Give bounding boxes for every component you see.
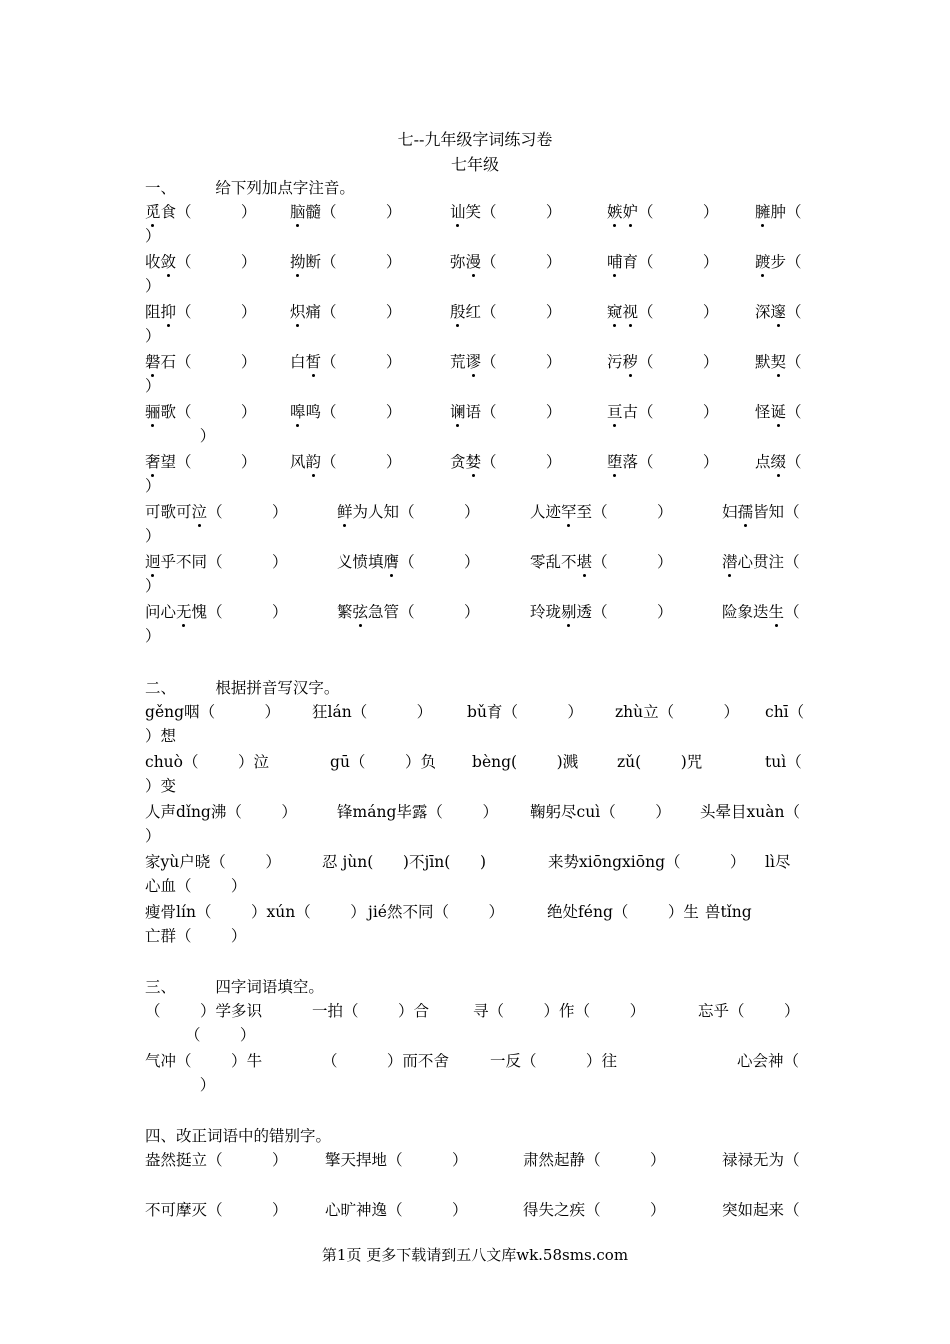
dotted-char: 契 xyxy=(771,350,787,374)
exercise-item: 亘古（ ） xyxy=(607,400,718,424)
exercise-item: 可歌可泣（ ） xyxy=(145,500,287,524)
exercise-item: 兽tǐng xyxy=(705,903,752,921)
section-heading-s2: 二、 根据拼音写汉字。 xyxy=(145,679,340,697)
exercise-item: 觅食（ ） xyxy=(145,200,256,224)
exercise-item: 不可摩灭（ ） xyxy=(145,1201,288,1219)
row-continuation: 亡群（ ） xyxy=(145,927,247,945)
exercise-row xyxy=(145,200,810,250)
exercise-item: 窥视（ ） xyxy=(607,300,718,324)
dotted-char: 抑 xyxy=(161,300,177,324)
row-continuation: ） xyxy=(145,377,161,395)
exercise-item: zǔ( )咒 xyxy=(617,753,703,771)
exercise-row xyxy=(145,1148,810,1198)
row-continuation: ） xyxy=(145,477,161,495)
dotted-char: 诞 xyxy=(771,400,787,424)
dotted-char: 剔 xyxy=(561,600,577,624)
exercise-item: 玲珑剔透（ ） xyxy=(530,600,672,624)
exercise-item: 白皙（ ） xyxy=(290,350,401,374)
exercise-item: 嗥鸣（ ） xyxy=(290,400,401,424)
exercise-item: 家yù户晓（ ） xyxy=(145,853,281,871)
exercise-item: 狂lán（ ） xyxy=(312,703,433,721)
exercise-item: bèng( )溅 xyxy=(472,753,579,771)
exercise-item: 肃然起静（ ） xyxy=(523,1151,666,1169)
row-continuation: ）变 xyxy=(145,777,177,795)
exercise-item: 潜心贯注（ xyxy=(722,550,800,574)
exercise-item: 堕落（ ） xyxy=(607,450,718,474)
dotted-char: 殷 xyxy=(450,300,466,324)
exercise-item: 一拍（ ）合 xyxy=(312,1002,430,1020)
exercise-item: bǔ育（ ） xyxy=(467,703,583,721)
dotted-char: 讪 xyxy=(450,200,466,224)
exercise-row xyxy=(145,300,810,350)
exercise-item: 拗断（ ） xyxy=(290,250,401,274)
exercise-item: 谰语（ ） xyxy=(450,400,561,424)
exercise-item: 点缀（ xyxy=(755,450,802,474)
exercise-item: 阻抑（ ） xyxy=(145,300,256,324)
dotted-char: 炽 xyxy=(290,300,306,324)
row-continuation: ） xyxy=(145,627,161,645)
exercise-item: 忘乎（ ） xyxy=(698,1002,800,1020)
dotted-char: 缀 xyxy=(771,450,787,474)
exercise-item: tuì（ xyxy=(765,753,802,771)
exercise-row xyxy=(145,600,810,650)
exercise-item: 嫉妒（ ） xyxy=(607,200,718,224)
row-continuation: （ ） xyxy=(185,1026,256,1044)
row-continuation: ） xyxy=(145,327,161,345)
dotted-char: 迥 xyxy=(145,550,161,574)
exercise-row xyxy=(145,350,810,400)
exercise-item: 踱步（ xyxy=(755,250,802,274)
exercise-item: 迥乎不同（ ） xyxy=(145,550,287,574)
dotted-char: 骊 xyxy=(145,400,161,424)
exercise-row xyxy=(145,450,810,500)
dotted-char: 踱 xyxy=(755,250,771,274)
exercise-item: 人迹罕至（ ） xyxy=(530,500,672,524)
row-continuation: ） xyxy=(145,527,161,545)
row-continuation: 心血（ ） xyxy=(145,877,247,895)
exercise-item: 骊歌（ ） xyxy=(145,400,256,424)
dotted-char: 臃 xyxy=(755,200,771,224)
dotted-char: 漫 xyxy=(466,250,482,274)
page-title: 七--九年级字词练习卷 xyxy=(397,130,553,149)
exercise-item: lì尽 xyxy=(765,853,791,871)
row-continuation: ） xyxy=(180,427,216,445)
section-heading-s3: 三、 四字词语填空。 xyxy=(145,978,324,996)
exercise-item: 磐石（ ） xyxy=(145,350,256,374)
exercise-row xyxy=(145,250,810,300)
exercise-item: 盎然挺立（ ） xyxy=(145,1151,288,1169)
exercise-row xyxy=(145,1049,810,1099)
dotted-char: 孺 xyxy=(738,500,754,524)
exercise-item: 来势xiōngxiōng（ ） xyxy=(548,853,746,871)
section-heading-s4: 四、改正词语中的错别字。 xyxy=(145,1127,332,1145)
exercise-item: 零乱不堪（ ） xyxy=(530,550,672,574)
exercise-row xyxy=(145,500,810,550)
dotted-char: 窥 xyxy=(607,300,623,324)
exercise-item: gū（ ）负 xyxy=(330,753,436,771)
grade-subtitle: 七年级 xyxy=(450,155,499,174)
exercise-row xyxy=(145,800,810,850)
exercise-item: 人声dǐng沸（ ） xyxy=(145,803,297,821)
exercise-item: 收敛（ ） xyxy=(145,250,256,274)
exercise-item: 险象迭生（ xyxy=(722,600,800,624)
exercise-item: 讪笑（ ） xyxy=(450,200,561,224)
exercise-row xyxy=(145,700,810,750)
exercise-item: 锋máng毕露（ ） xyxy=(337,803,498,821)
exercise-item: 风韵（ ） xyxy=(290,450,401,474)
exercise-item: 禄禄无为（ xyxy=(722,1151,800,1169)
exercise-item: （ ）学多识 xyxy=(145,1002,263,1020)
exercise-item: 臃肿（ xyxy=(755,200,802,224)
dotted-char: 弦 xyxy=(353,600,369,624)
exercise-item: gěng咽（ ） xyxy=(145,703,280,721)
exercise-item: 默契（ xyxy=(755,350,802,374)
exercise-item: 寻（ ）作（ ） xyxy=(473,1002,646,1020)
exercise-item: chī（ xyxy=(765,703,805,721)
exercise-item: 污秽（ ） xyxy=(607,350,718,374)
exercise-item: 弥漫（ ） xyxy=(450,250,561,274)
exercise-item: 鞠躬尽cuì（ ） xyxy=(530,803,671,821)
row-continuation: ）想 xyxy=(145,727,177,745)
dotted-char: 邃 xyxy=(771,300,787,324)
exercise-item: 脑髓（ ） xyxy=(290,200,401,224)
dotted-char: 哺 xyxy=(607,250,623,274)
dotted-char: 婪 xyxy=(466,450,482,474)
exercise-item: chuò（ ）泣 xyxy=(145,753,270,771)
dotted-char: 皙 xyxy=(306,350,322,374)
dotted-char: 嗥 xyxy=(290,400,306,424)
row-continuation: ） xyxy=(145,277,161,295)
exercise-item: 头晕目xuàn（ xyxy=(700,803,801,821)
exercise-item: 绝处féng（ ）生 xyxy=(547,903,699,921)
exercise-item: 哺育（ ） xyxy=(607,250,718,274)
exercise-item: 义愤填膺（ ） xyxy=(337,550,479,574)
exercise-item: zhù立（ ） xyxy=(615,703,740,721)
exercise-row xyxy=(145,400,810,450)
exercise-item: （ ）而不舍 xyxy=(322,1052,449,1070)
dotted-char: 堕 xyxy=(607,450,623,474)
exercise-item: 瘦骨lín（ ）xún（ ） xyxy=(145,903,366,921)
dotted-char: 亘 xyxy=(607,400,623,424)
page-footer: 第1页 更多下载请到五八文库wk.58sms.com xyxy=(321,1246,629,1264)
exercise-item: 心会神（ xyxy=(737,1052,800,1070)
dotted-char: 视 xyxy=(623,300,639,324)
dotted-char: 脑 xyxy=(290,200,306,224)
dotted-char: 罕 xyxy=(561,500,577,524)
exercise-row xyxy=(145,550,810,600)
dotted-char: 泣 xyxy=(192,500,208,524)
exercise-item: 贪婪（ ） xyxy=(450,450,561,474)
exercise-row xyxy=(145,750,810,800)
dotted-char: 谬 xyxy=(466,350,482,374)
exercise-item: 问心无愧（ ） xyxy=(145,600,287,624)
dotted-char: 觅 xyxy=(145,200,161,224)
dotted-char: 敛 xyxy=(161,250,177,274)
exercise-row xyxy=(145,999,810,1049)
exercise-item: 心旷神逸（ ） xyxy=(325,1201,468,1219)
exercise-item: 突如起来（ xyxy=(722,1201,800,1219)
dotted-char: 嫉 xyxy=(607,200,623,224)
exercise-item: 妇孺皆知（ xyxy=(722,500,800,524)
exercise-item: 怪诞（ xyxy=(755,400,802,424)
exercise-item: 得失之疾（ ） xyxy=(523,1201,666,1219)
dotted-char: 鲜 xyxy=(337,500,353,524)
row-continuation: ） xyxy=(145,577,161,595)
exercise-item: 鲜为人知（ ） xyxy=(337,500,479,524)
row-continuation: ） xyxy=(145,227,161,245)
dotted-char: 谰 xyxy=(450,400,466,424)
dotted-char: 无 xyxy=(176,600,192,624)
exercise-item: 忍 jùn( )不jīn( ) xyxy=(322,853,487,871)
exercise-row xyxy=(145,1198,810,1248)
dotted-char: 秽 xyxy=(623,350,639,374)
section-heading-s1: 一、 给下列加点字注音。 xyxy=(145,179,355,197)
row-continuation: ） xyxy=(145,827,161,845)
dotted-char: 韵 xyxy=(306,450,322,474)
dotted-char: 奢 xyxy=(145,450,161,474)
dotted-char: 妒 xyxy=(623,200,639,224)
exercise-item: 一反（ ）往 xyxy=(490,1052,617,1070)
exercise-item: 奢望（ ） xyxy=(145,450,256,474)
exercise-item: 繁弦急管（ ） xyxy=(337,600,479,624)
dotted-char: 拗 xyxy=(290,250,306,274)
dotted-char: 潜 xyxy=(722,550,738,574)
exercise-item: jié然不同（ ） xyxy=(368,903,505,921)
dotted-char: 磐 xyxy=(145,350,161,374)
exercise-row xyxy=(145,900,810,950)
dotted-char: 堪 xyxy=(577,550,593,574)
exercise-item: 气冲（ ）牛 xyxy=(145,1052,263,1070)
dotted-char: 生 xyxy=(769,600,785,624)
exercise-item: 擎天捍地（ ） xyxy=(325,1151,468,1169)
exercise-item: 炽痛（ ） xyxy=(290,300,401,324)
exercise-item: 殷红（ ） xyxy=(450,300,561,324)
row-continuation: ） xyxy=(180,1076,216,1094)
exercise-item: 深邃（ xyxy=(755,300,802,324)
dotted-char: 膺 xyxy=(384,550,400,574)
exercise-row xyxy=(145,850,810,900)
exercise-item: 荒谬（ ） xyxy=(450,350,561,374)
